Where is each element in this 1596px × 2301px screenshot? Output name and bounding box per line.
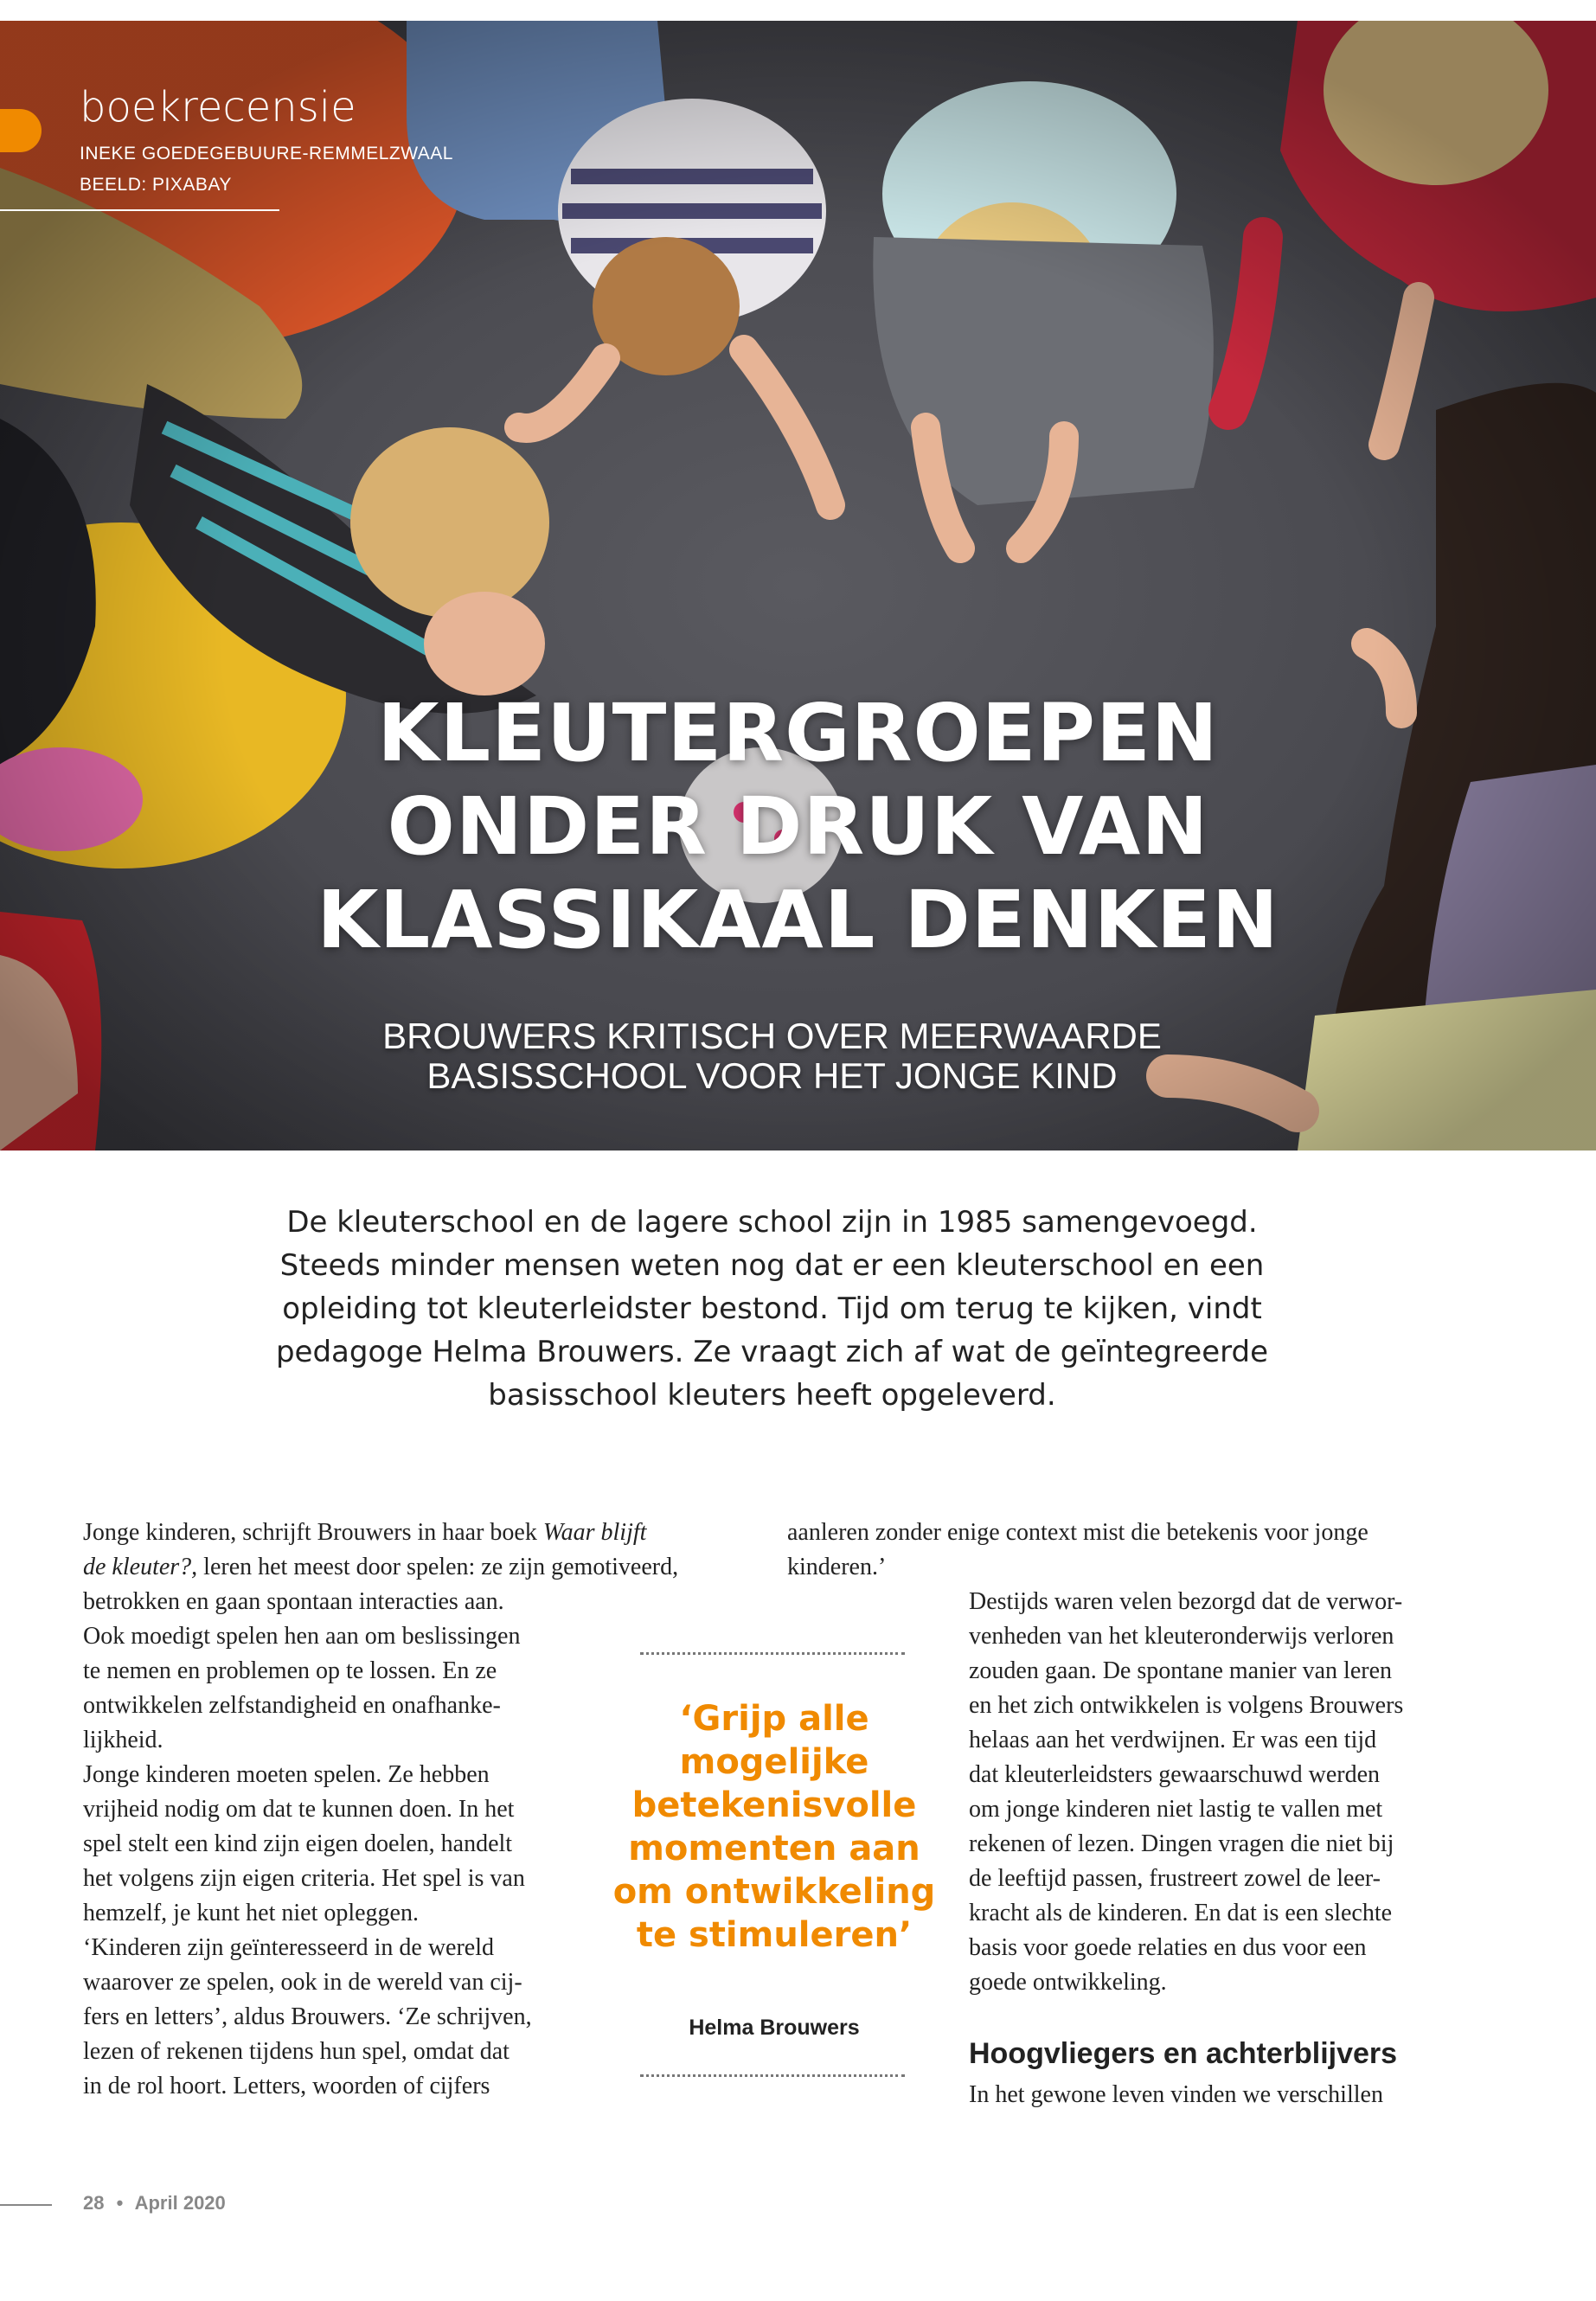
body-line: fers en letters’, aldus Brouwers. ‘Ze schrijven, [83,2003,532,2030]
pull-quote-line: betekenisvolle [631,1785,917,1825]
intro-line: Steeds minder mensen weten nog dat er een kleuterschool en een [279,1248,1265,1283]
body-line: In het gewone leven vinden we verschillen [969,2081,1383,2108]
subheadline-line-2: BASISSCHOOL VOOR HET JONGE KIND [426,1055,1118,1096]
intro-line: basisschool kleuters heeft opgeleverd. [488,1378,1056,1413]
pull-quote-line: momenten aan [628,1829,920,1868]
author-credit: INEKE GOEDEGEBUURE-REMMELZWAAL [80,144,453,163]
body-line: hemzelf, je kunt het niet opleggen. [83,1900,419,1926]
body-line: betrokken en gaan spontaan interacties aan. [83,1588,504,1615]
body-line: ontwikkelen zelfstandigheid en onafhanke- [83,1692,501,1719]
body-line: basis voor goede relaties en dus voor een [969,1934,1367,1961]
page-footer [83,2192,226,2214]
body-column-right-top [787,1516,1368,1585]
body-line: zouden gaan. De spontane manier van leren [969,1657,1393,1684]
image-credit: BEELD: PIXABAY [80,175,232,195]
body-line: Destijds waren velen bezorgd dat de verwor- [969,1588,1403,1615]
headline-line-1: KLEUTERGROEPEN [377,687,1219,779]
headline-line-3: KLASSIKAAL DENKEN [317,874,1279,966]
pull-quote-bottom-divider [640,2074,905,2077]
intro-line: opleiding tot kleuterleidster bestond. Tijd om terug te kijken, vindt [282,1292,1262,1326]
body-line: Jonge kinderen moeten spelen. Ze hebben [83,1761,490,1788]
headline-line-2: ONDER DRUK VAN [387,780,1209,873]
body-line: ‘Kinderen zijn geïnteresseerd in de wereld [83,1934,495,1961]
body-column-right-continued [969,2078,1383,2112]
body-line: spel stelt een kind zijn eigen doelen, handelt [83,1830,513,1857]
credit-divider [0,209,279,211]
body-line: het volgens zijn eigen criteria. Het spel is van [83,1865,525,1892]
intro-line: De kleuterschool en de lagere school zijn in 1985 samengevoegd. [286,1205,1258,1240]
body-line: lijkheid. [83,1727,163,1753]
pull-quote [597,1697,952,1957]
body-line: Jonge kinderen, schrijft Brouwers in haar boek Waar blijft [83,1519,647,1546]
pull-quote-line: mogelijke [679,1742,869,1782]
issue-date: April 2020 [134,2192,226,2214]
body-line: goede ontwikkeling. [969,1969,1167,1996]
body-line: venheden van het kleuteronderwijs verloren [969,1623,1394,1650]
body-line: kracht als de kinderen. En dat is een slechte [969,1900,1393,1926]
body-line: helaas aan het verdwijnen. Er was een tijd [969,1727,1377,1753]
body-line: vrijheid nodig om dat te kunnen doen. In het [83,1796,515,1823]
body-line: waarover ze spelen, ook in de wereld van cij- [83,1969,522,1996]
section-label: boekrecensie [80,83,356,131]
body-line: Ook moedigt spelen hen aan om beslissingen [83,1623,521,1650]
subheadline-line-1: BROUWERS KRITISCH OVER MEERWAARDE [382,1016,1162,1056]
body-line: en het zich ontwikkelen is volgens Brouwers [969,1692,1404,1719]
body-line: aanleren zonder enige context mist die betekenis voor jonge [787,1519,1368,1546]
body-line: de kleuter?, leren het meest door spelen: ze zijn gemotiveerd, [83,1554,679,1580]
body-line: rekenen of lezen. Dingen vragen die niet bij [969,1830,1394,1857]
section-marker [0,109,42,152]
pull-quote-line: te stimuleren’ [636,1915,913,1955]
body-line: in de rol hoort. Letters, woorden of cijfers [83,2073,490,2099]
intro-paragraph [260,1201,1285,1417]
hero-photo [0,21,1596,1150]
footer-separator: • [116,2192,124,2214]
pull-quote-line: om ontwikkeling [612,1872,936,1912]
section-heading: Hoogvliegers en achterblijvers [969,2037,1398,2070]
body-column-left [83,1516,678,2104]
intro-line: pedagoge Helma Brouwers. Ze vraagt zich af wat de geïntegreerde [275,1335,1269,1369]
body-line: kinderen.’ [787,1554,887,1580]
pull-quote-author: Helma Brouwers [689,2016,860,2040]
page-number: 28 [83,2192,105,2214]
body-line: de leeftijd passen, frustreert zowel de leer- [969,1865,1381,1892]
body-line: om jonge kinderen niet lastig te vallen met [969,1796,1383,1823]
hero-photo-illustration [0,21,1596,1150]
body-line: lezen of rekenen tijdens hun spel, omdat dat [83,2038,510,2065]
pull-quote-top-divider [640,1652,905,1655]
footer-divider [0,2204,52,2206]
body-column-right [969,1585,1403,2000]
pull-quote-line: ‘Grijp alle [679,1699,869,1739]
body-line: dat kleuterleidsters gewaarschuwd werden [969,1761,1381,1788]
body-line: te nemen en problemen op te lossen. En ze [83,1657,497,1684]
